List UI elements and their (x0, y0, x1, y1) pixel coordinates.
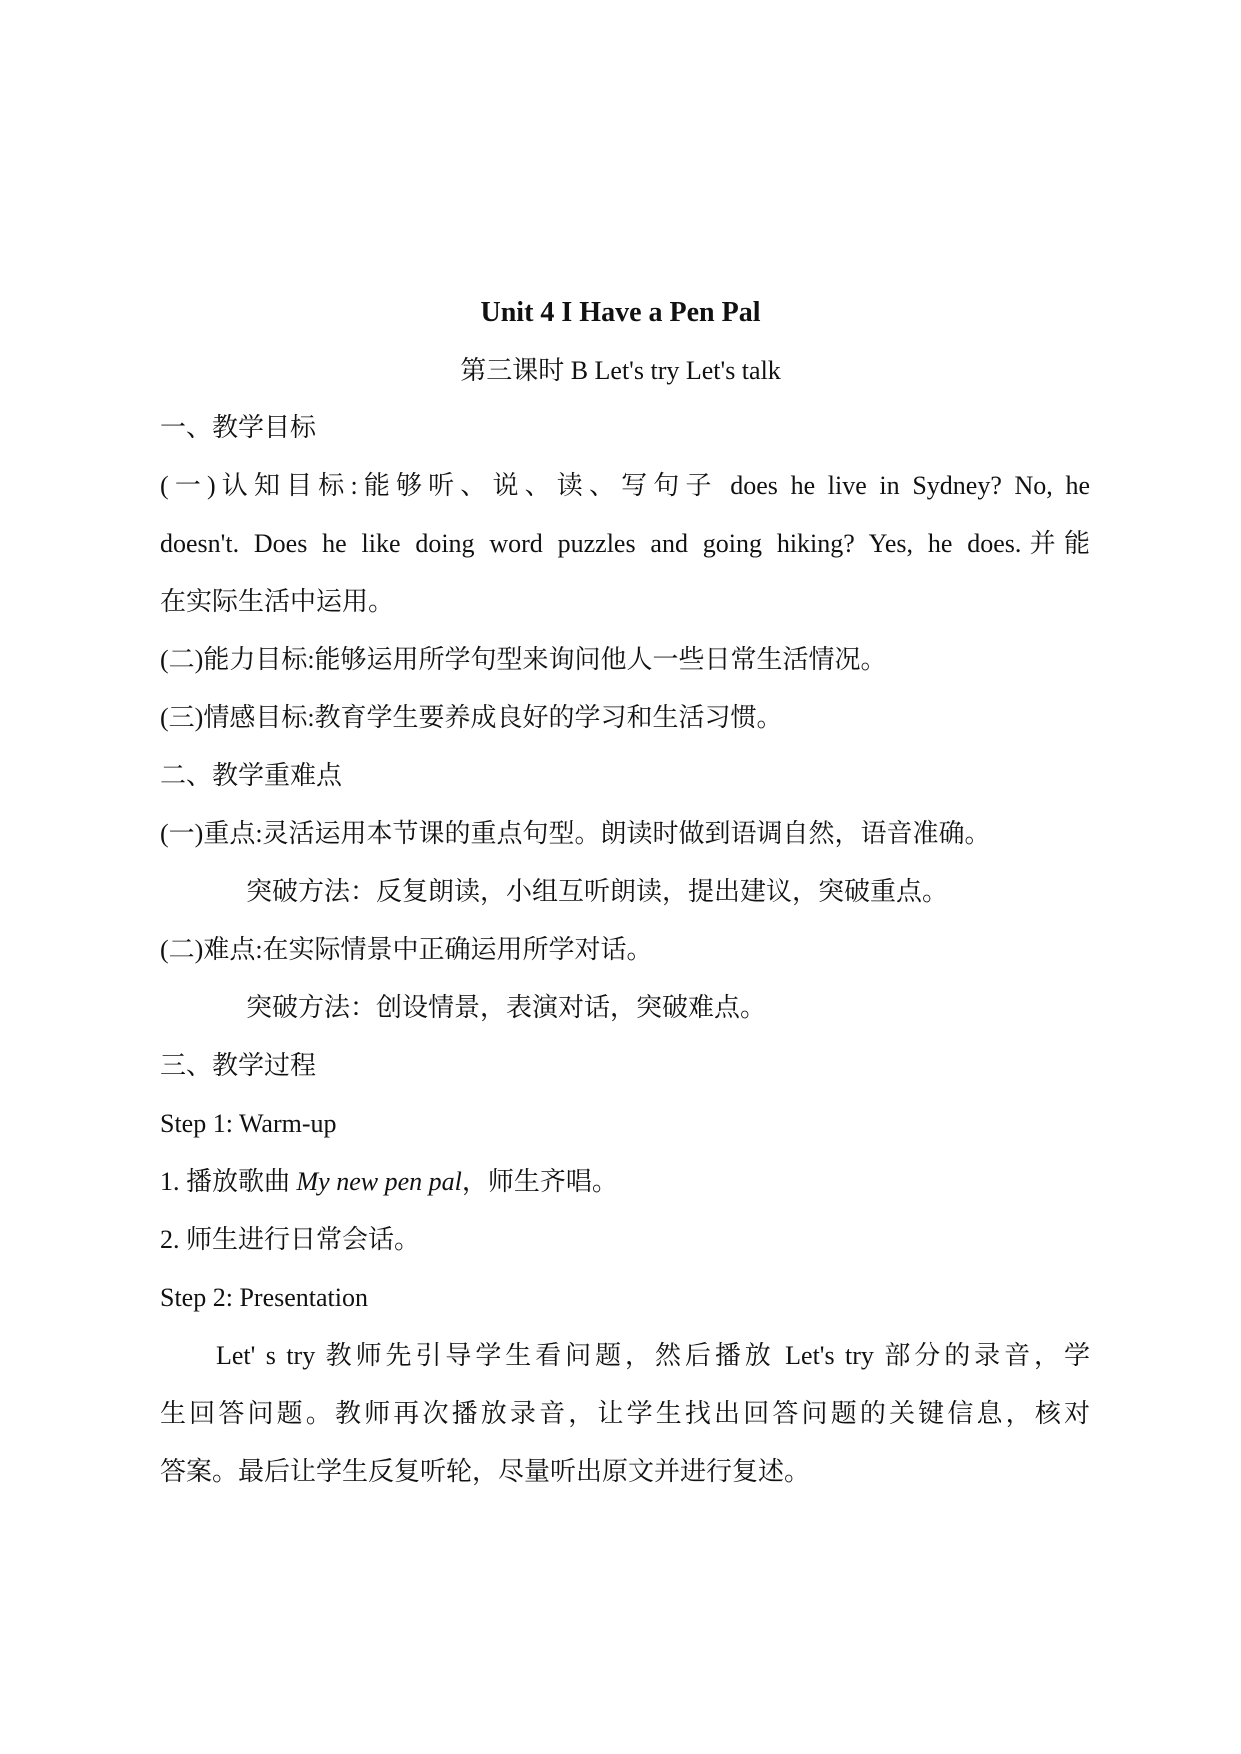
objective-2: (二)能力目标:能够运用所学句型来询问他人一些日常生活情况。 (160, 645, 887, 674)
presentation-line-2: 生回答问题。教师再次播放录音，让学生找出回答问题的关键信息，核对 (160, 1399, 1090, 1428)
lesson-subtitle: 第三课时 B Let's try Let's talk (460, 356, 781, 385)
step-1-item-1-suffix: ，师生齐唱。 (461, 1167, 618, 1196)
presentation-line-1: Let' s try 教师先引导学生看问题，然后播放 Let's try 部分的录音，学 (216, 1341, 1090, 1370)
objective-1-line-1: (一)认知目标:能够听、说、读、写句子 does he live in Sydney? No, he (160, 471, 1090, 500)
objective-3: (三)情感目标:教育学生要养成良好的学习和生活习惯。 (160, 703, 783, 732)
step-1-item-2: 2. 师生进行日常会话。 (160, 1225, 421, 1254)
step-1-item-1-prefix: 1. 播放歌曲 (160, 1167, 297, 1196)
key-point-1: (一)重点:灵活运用本节课的重点句型。朗读时做到语调自然，语音准确。 (160, 819, 991, 848)
step-1-heading: Step 1: Warm-up (160, 1109, 337, 1138)
key-point-2: (二)难点:在实际情景中正确运用所学对话。 (160, 935, 653, 964)
lesson-title: Unit 4 I Have a Pen Pal (480, 297, 761, 328)
step-1-item-1 (160, 1165, 1090, 1199)
key-point-1-method: 突破方法：反复朗读，小组互听朗读，提出建议，突破重点。 (246, 877, 949, 906)
objective-1-line-2: doesn't. Does he like doing word puzzles and going hiking? Yes, he does.并能 (160, 529, 1090, 558)
step-2-heading: Step 2: Presentation (160, 1283, 368, 1312)
presentation-line-3: 答案。最后让学生反复听轮，尽量听出原文并进行复述。 (160, 1457, 811, 1486)
key-point-2-method: 突破方法：创设情景，表演对话，突破难点。 (246, 993, 767, 1022)
objective-1-line-3: 在实际生活中运用。 (160, 587, 395, 616)
song-title: My new pen pal (296, 1167, 462, 1196)
section-heading-process: 三、教学过程 (160, 1051, 317, 1080)
section-heading-key-points: 二、教学重难点 (160, 761, 343, 790)
section-heading-objectives: 一、教学目标 (160, 413, 317, 442)
